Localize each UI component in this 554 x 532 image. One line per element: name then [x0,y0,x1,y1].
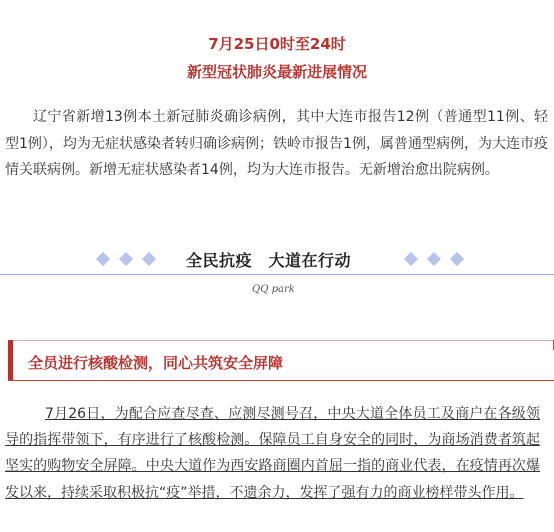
section-top-rule [13,340,554,341]
report-headline: 新型冠状肺炎最新进展情况 [186,63,367,81]
divider-banner [0,246,554,274]
diamond-icon [427,252,441,266]
divider-rule [0,274,554,275]
diamond-icon [119,252,133,266]
section-accent-bar [8,340,13,380]
diamond-icon [142,252,156,266]
section-bottom-rule [8,380,554,381]
diamond-icon [404,252,418,266]
diamond-icon [96,252,110,266]
section-paragraph: 7月26日，为配合应查尽查、应测尽测号召，中央大道全体员工及商户在各级领导的指挥带领下，有序进行了核酸检测。保障员工自身安全的同时，为商场消费者筑起坚实的购物安全屏障。中央大道作为西安路商圈内首屈一指的商业代表，在疫情再次爆发以来，持续采取积极抗“疫”举措，不遗余力，发挥了强有力的商业榜样带头作用。 [5,406,540,501]
diamond-icon [450,252,464,266]
report-date-title: 7月25日0时至24时 [208,35,346,53]
report-paragraph: 辽宁省新增13例本土新冠肺炎确诊病例，其中大连市报告12例（普通型11例、轻型1例），均为无症状感染者转归确诊病例；铁岭市报告1例，属普通型病例，为大连市疫情关联病例。新增无症状感染者14例，均为大连市报告。无新增治愈出院病例。 [5,109,548,178]
signature-text: QQ park [252,284,295,295]
divider-slogan: 全民抗疫 大道在行动 [186,251,352,270]
section-heading-box [8,340,554,388]
section-title: 全员进行核酸检测，同心共筑安全屏障 [28,354,284,372]
